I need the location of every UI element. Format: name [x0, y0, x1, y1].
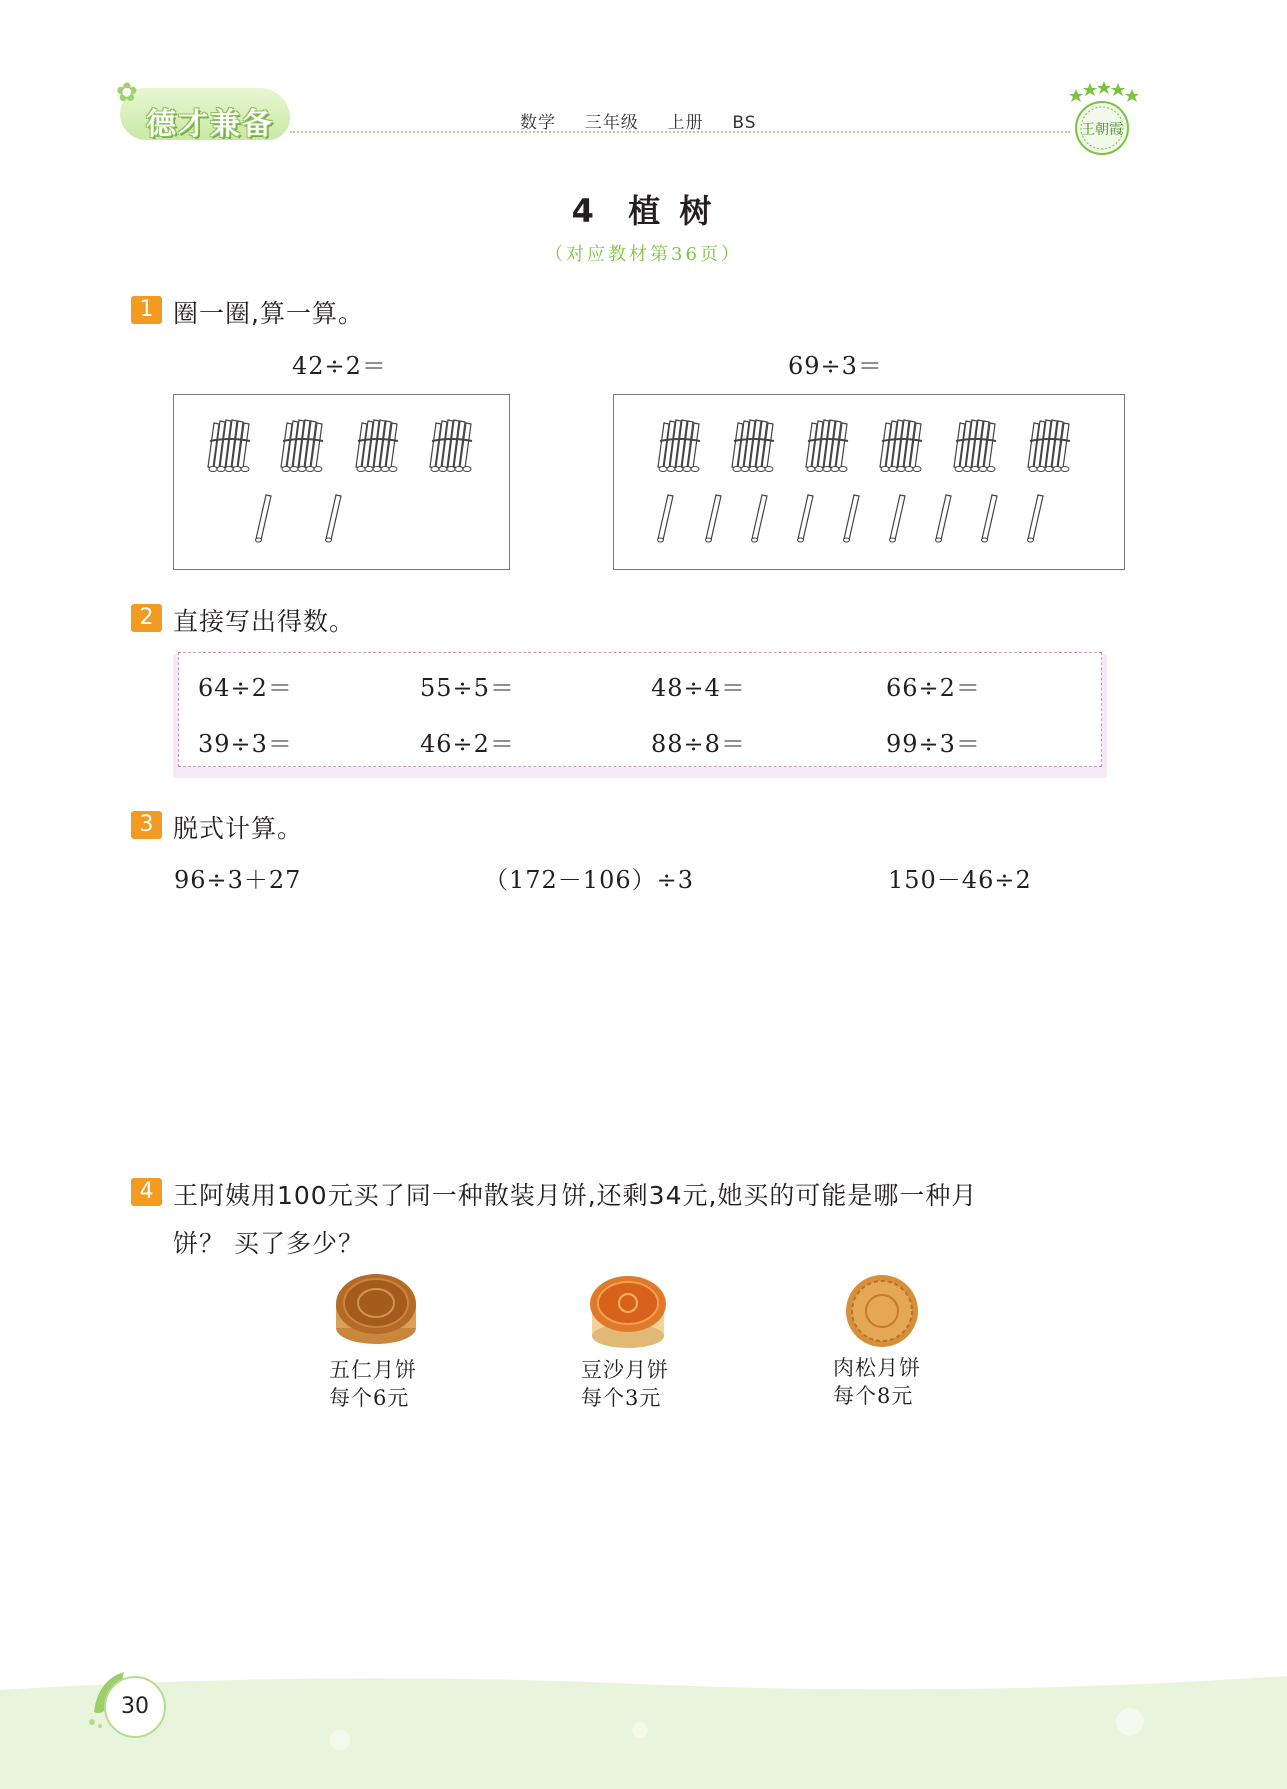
q2-item: 88÷8＝ [651, 730, 746, 758]
mooncake-dousha-label [581, 1356, 669, 1412]
mooncake-name: 肉松月饼 [833, 1356, 921, 1380]
q3-expression: 96÷3＋27 [174, 866, 302, 894]
ten-stick-bundle [1028, 420, 1070, 472]
single-stick [256, 495, 272, 542]
mooncake-price: 每个3元 [581, 1386, 662, 1410]
single-stick [752, 495, 768, 542]
ten-stick-bundle [208, 420, 250, 472]
ten-stick-bundle [430, 420, 472, 472]
mooncake-rousong-image [842, 1274, 922, 1348]
question-3-text: 脱式计算。 [173, 814, 304, 843]
mooncake-name: 五仁月饼 [329, 1358, 417, 1382]
question-number-3: 3 [131, 811, 162, 839]
q2-item: 48÷4＝ [651, 674, 746, 702]
single-stick [1028, 495, 1044, 542]
single-stick [798, 495, 814, 542]
palm-icon: ✿ [116, 78, 138, 108]
question-number-2: 2 [131, 604, 162, 632]
question-number-4: 4 [131, 1178, 162, 1206]
ten-stick-bundle [954, 420, 996, 472]
q3-expression: 150－46÷2 [888, 866, 1032, 894]
question-2-text: 直接写出得数。 [173, 607, 356, 636]
q1-right-picture-box [613, 394, 1125, 570]
q1-right-sticks [614, 395, 1124, 569]
question-1-text: 圈一圈,算一算。 [173, 299, 364, 328]
mooncake-name: 豆沙月饼 [581, 1358, 669, 1382]
q2-item: 66÷2＝ [886, 674, 981, 702]
ten-stick-bundle [281, 420, 323, 472]
q2-item: 64÷2＝ [198, 674, 293, 702]
single-stick [982, 495, 998, 542]
q1-left-expression: 42÷2＝ [292, 352, 387, 380]
single-stick [844, 495, 860, 542]
mooncake-wuren-label [329, 1356, 417, 1412]
q2-item: 46÷2＝ [420, 730, 515, 758]
q1-left-sticks [174, 395, 509, 569]
q2-item: 99÷3＝ [886, 730, 981, 758]
page-title: 4 植 树 [571, 192, 716, 230]
question-number-1: 1 [131, 296, 162, 324]
single-stick [936, 495, 952, 542]
q1-left-picture-box [173, 394, 510, 570]
mooncake-wuren-image [332, 1270, 420, 1348]
single-stick [326, 495, 342, 542]
single-stick [658, 495, 674, 542]
ten-stick-bundle [880, 420, 922, 472]
q1-right-expression: 69÷3＝ [788, 352, 883, 380]
ten-stick-bundle [356, 420, 398, 472]
single-stick [706, 495, 722, 542]
question-4-text-line1: 王阿姨用100元买了同一种散装月饼,还剩34元,她买的可能是哪一种月 [173, 1181, 978, 1210]
header-meta: 数学 三年级 上册 BS [520, 113, 757, 133]
seal-text: 王朝霞 [1081, 122, 1123, 138]
ten-stick-bundle [806, 420, 848, 472]
mooncake-dousha-image [586, 1270, 670, 1350]
brand-logo-text: 德才兼备 [146, 107, 274, 142]
ten-stick-bundle [658, 420, 700, 472]
mooncake-price: 每个6元 [329, 1386, 410, 1410]
q3-expression: （172－106）÷3 [484, 866, 694, 894]
q2-item: 39÷3＝ [198, 730, 293, 758]
q2-item: 55÷5＝ [420, 674, 515, 702]
seal-logo [1064, 80, 1140, 160]
section-title [0, 186, 1287, 266]
mooncake-rousong-label [833, 1354, 921, 1410]
page-number: 30 [104, 1676, 166, 1738]
textbook-reference: （对应教材第36页） [545, 244, 742, 265]
single-stick [890, 495, 906, 542]
mooncake-price: 每个8元 [833, 1384, 914, 1408]
footer-wave [0, 1670, 1287, 1789]
ten-stick-bundle [732, 420, 774, 472]
question-4-text-line2: 饼？ 买了多少？ [173, 1229, 364, 1258]
